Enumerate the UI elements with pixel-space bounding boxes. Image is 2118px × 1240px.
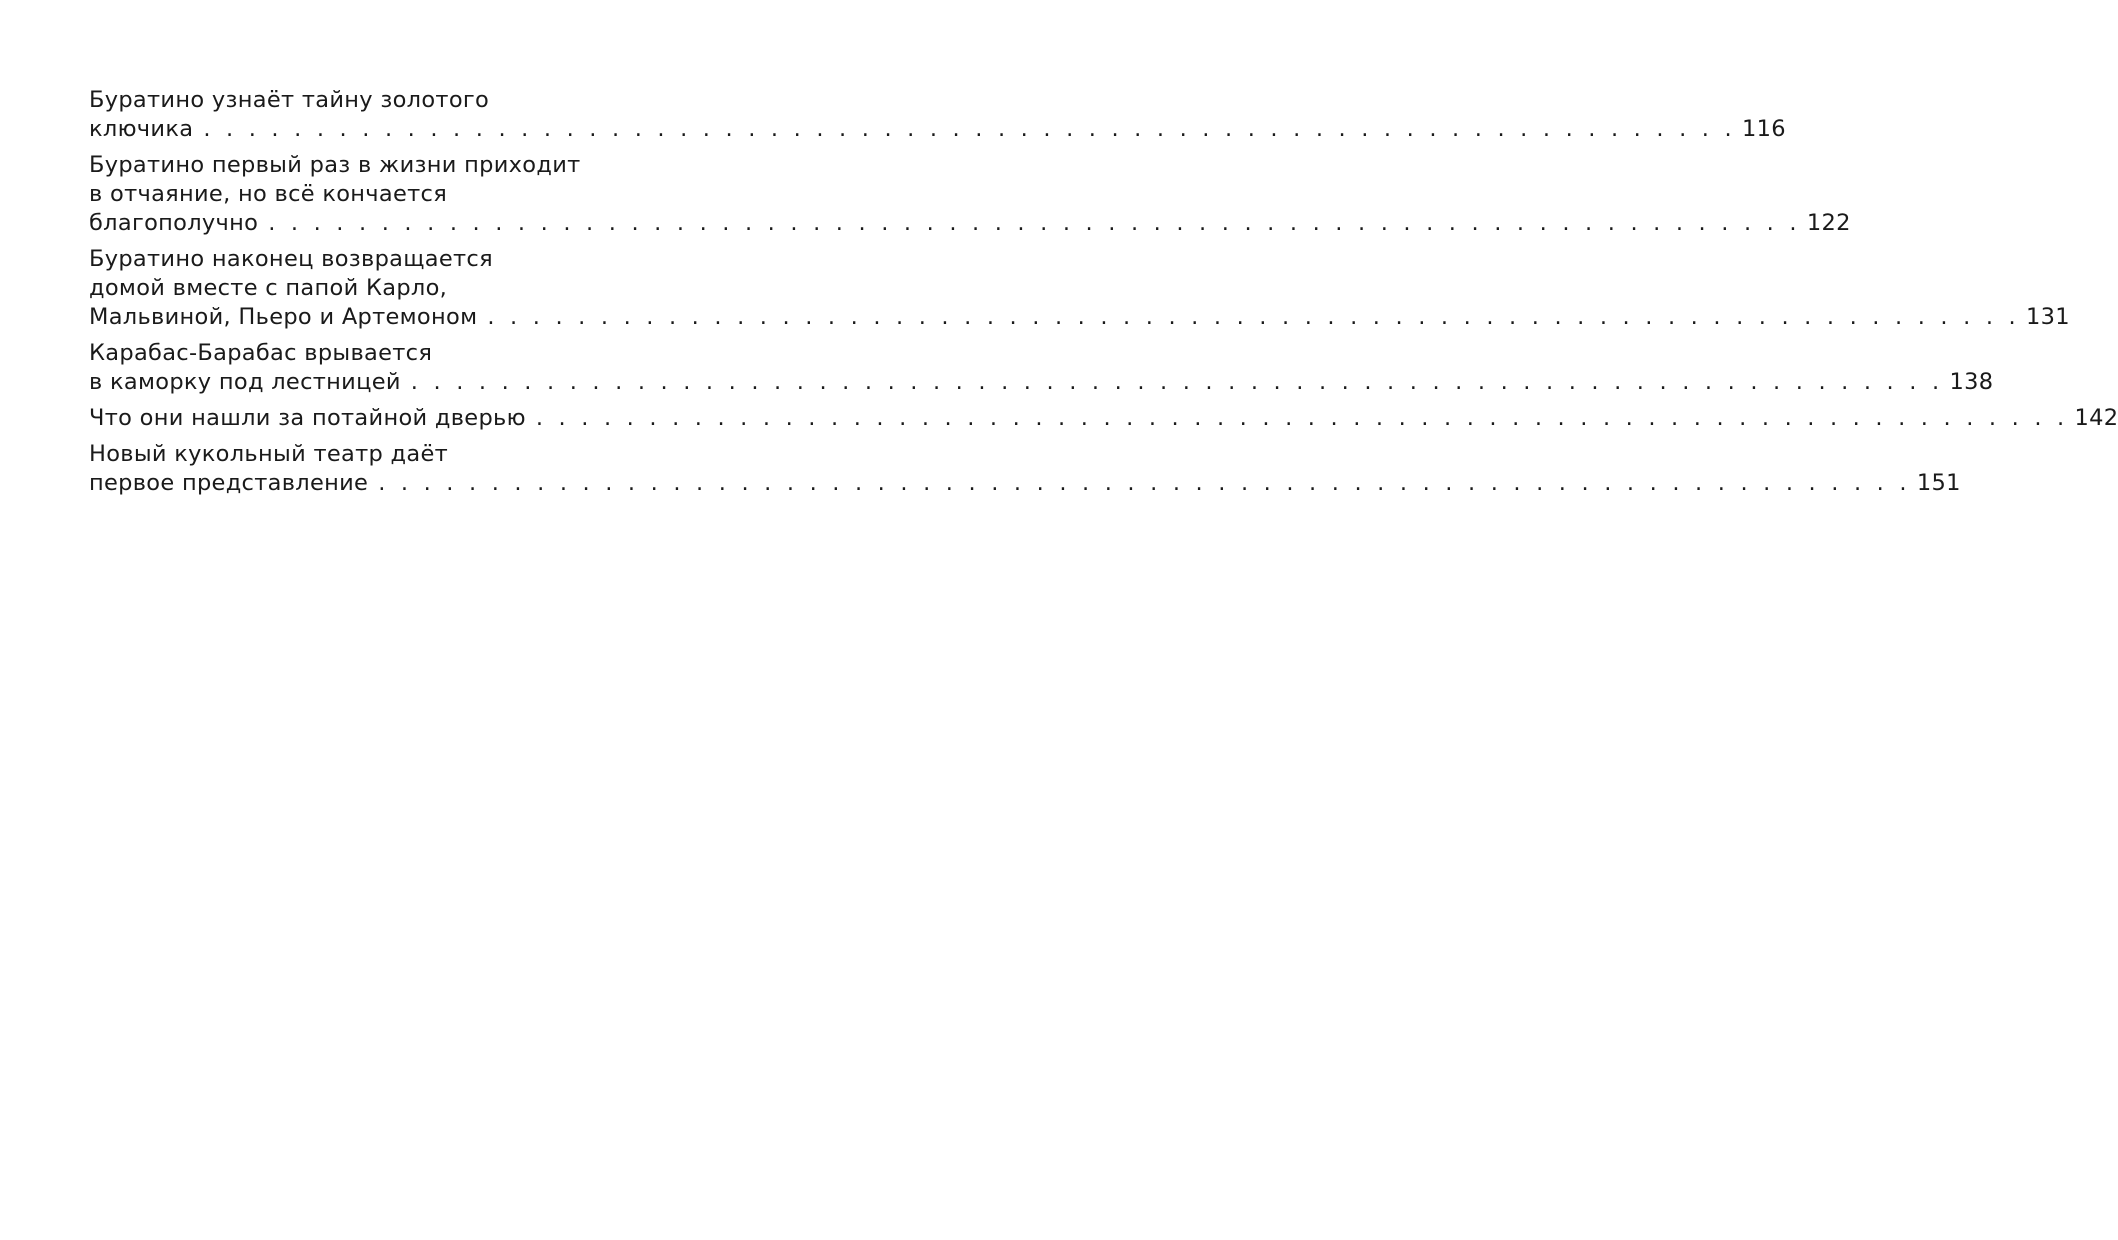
dot-leader: . . . . . . . . . . . . . . . . . . . . . . . . . . . . . . . . . . . . . . . . . . . . . . . . . . . . . . . . . . . . . . . . . . . . [410, 369, 1944, 395]
toc-entry-title-line: Что они нашли за потайной дверью [89, 405, 526, 431]
toc-entry[interactable] [89, 440, 1961, 498]
dot-leader: . . . . . . . . . . . . . . . . . . . . . . . . . . . . . . . . . . . . . . . . . . . . . . . . . . . . . . . . . . . . . . . . . . . . [535, 405, 2069, 431]
toc-entry-final-line [89, 368, 1994, 397]
toc-entry-final-line [89, 404, 2118, 433]
toc-entry-final-line [89, 303, 2070, 332]
toc-entry-title-line: Новый кукольный театр даёт [89, 441, 449, 467]
dot-leader: . . . . . . . . . . . . . . . . . . . . . . . . . . . . . . . . . . . . . . . . . . . . . . . . . . . . . . . . . . . . . . . . . . . . [268, 210, 1801, 236]
toc-entry-title-line: в отчаяние, но всё кончается [89, 181, 448, 207]
toc-page-number: 142 [2074, 405, 2118, 431]
toc-page-number: 131 [2026, 304, 2070, 330]
toc-entry-title-line: Буратино наконец возвращается [89, 246, 493, 272]
toc-entry-title-line: благополучно [89, 210, 259, 236]
dot-leader: . . . . . . . . . . . . . . . . . . . . . . . . . . . . . . . . . . . . . . . . . . . . . . . . . . . . . . . . . . . . . . . . . . . . [378, 470, 1911, 496]
toc-entry-final-line [89, 469, 1961, 498]
toc-entry-title-line: Буратино первый раз в жизни приходит [89, 152, 581, 178]
toc-entry-final-line [89, 115, 1786, 144]
toc-entry-title-line: первое представление [89, 470, 369, 496]
toc-entry[interactable] [89, 86, 1786, 144]
toc-entry[interactable] [89, 151, 1851, 238]
toc-page-number: 116 [1742, 116, 1786, 142]
toc-entry[interactable] [89, 404, 2118, 433]
dot-leader: . . . . . . . . . . . . . . . . . . . . . . . . . . . . . . . . . . . . . . . . . . . . . . . . . . . . . . . . . . . . . . . . . . . . [203, 116, 1736, 142]
toc-entry-title-line: ключика [89, 116, 194, 142]
toc-entry-final-line [89, 209, 1851, 238]
toc-entry[interactable] [89, 245, 2070, 332]
toc-entry-title-line: Карабас-Барабас врывается [89, 340, 433, 366]
toc-entry-title-line: Мальвиной, Пьеро и Артемоном [89, 304, 478, 330]
toc-page-number: 138 [1949, 369, 1994, 395]
table-of-contents [89, 86, 2118, 505]
dot-leader: . . . . . . . . . . . . . . . . . . . . . . . . . . . . . . . . . . . . . . . . . . . . . . . . . . . . . . . . . . . . . . . . . . . . [487, 304, 2020, 330]
toc-entry[interactable] [89, 339, 1994, 397]
toc-page-number: 122 [1806, 210, 1851, 236]
toc-page-number: 151 [1916, 470, 1961, 496]
toc-entry-title-line: Буратино узнаёт тайну золотого [89, 87, 490, 113]
toc-entry-title-line: в каморку под лестницей [89, 369, 401, 395]
toc-entry-title-line: домой вместе с папой Карло, [89, 275, 448, 301]
